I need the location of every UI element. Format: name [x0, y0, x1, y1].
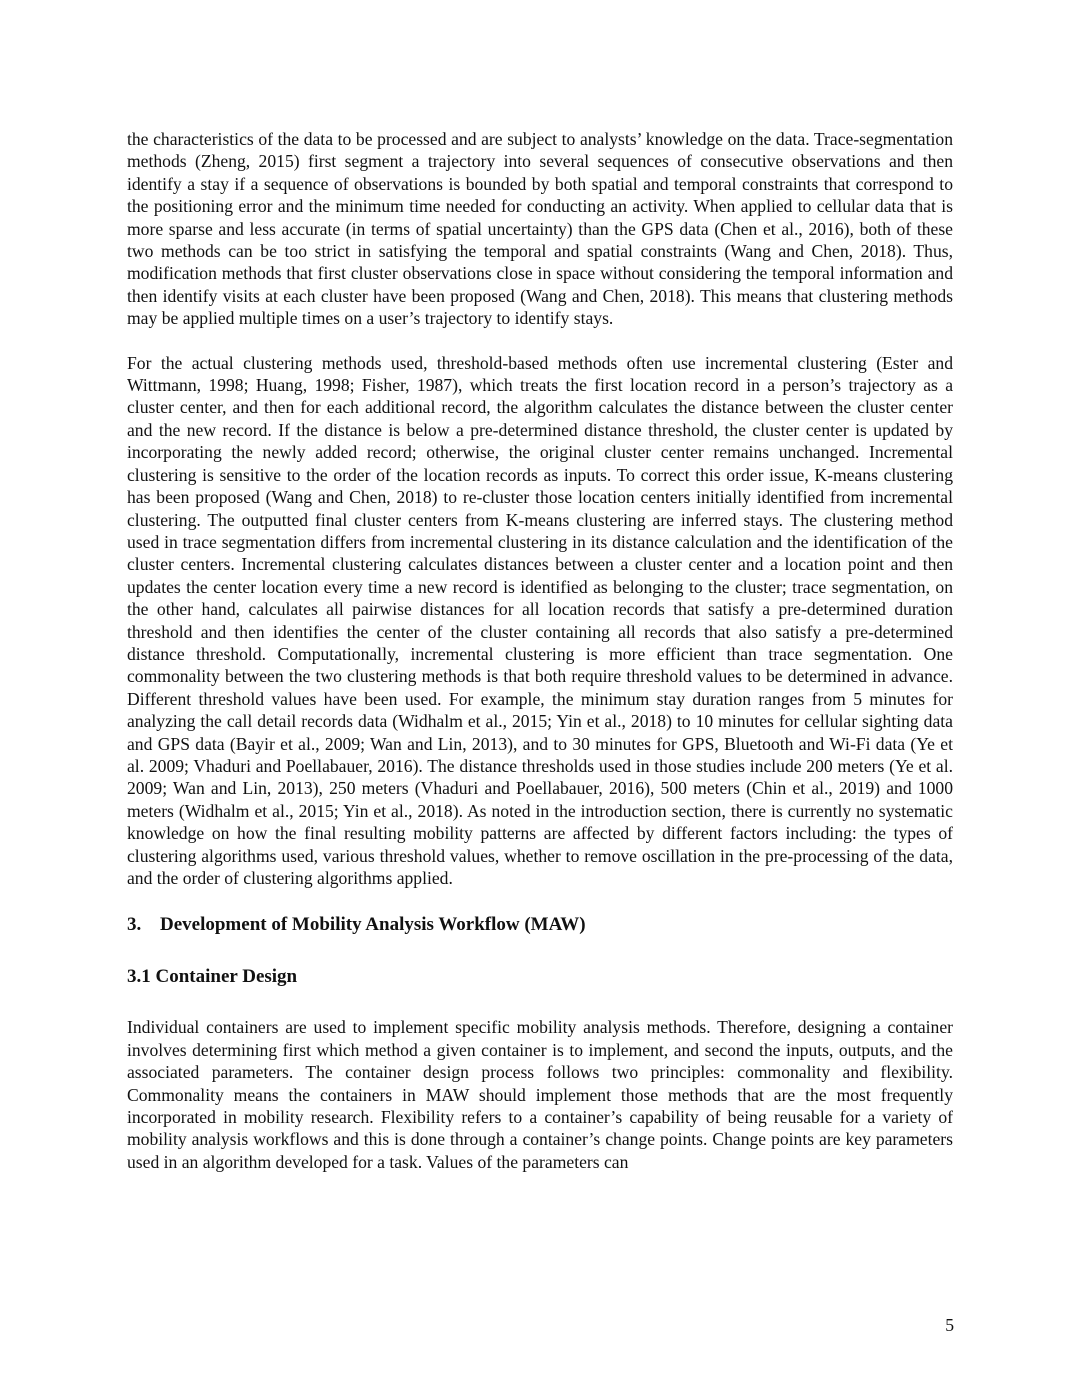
section-title: Development of Mobility Analysis Workflow (MAW) — [160, 914, 586, 936]
page-body — [127, 128, 953, 1173]
body-paragraph-3: Individual containers are used to implement specific mobility analysis methods. Therefore, designing a container involves determining first which method a given container is to implement, and second the inputs, outputs, and the associated parameters. The container design process follows two principles: commonality and flexibility. Commonality means the containers in MAW should implement those methods that are the most frequently incorporated in mobility research. Flexibility refers to a container’s capability of being reusable for a variety of mobility analysis workflows and this is done through a container’s change points. Change points are key parameters used in an algorithm developed for a task. Values of the parameters can — [127, 1017, 953, 1172]
body-paragraph-2: For the actual clustering methods used, threshold-based methods often use incremental clustering (Ester and Wittmann, 1998; Huang, 1998; Fisher, 1987), which treats the first location record in a person’s trajectory as a cluster center, and then for each additional record, the algorithm calculates the distance between the cluster center and the new record. If the distance is below a pre-determined distance threshold, the cluster center is updated by incorporating the newly added record; otherwise, the original cluster center remains unchanged. Incremental clustering is sensitive to the order of the location records as inputs. To correct this order issue, K-means clustering has been proposed (Wang and Chen, 2018) to re-cluster those location centers initially identified from incremental clustering. The outputted final cluster centers from K-means clustering are inferred stays. The clustering method used in trace segmentation differs from incremental clustering in its distance calculation and the identification of the cluster centers. Incremental clustering calculates distances between a cluster center and a location point and then updates the center location every time a new record is identified as belonging to the cluster; trace segmentation, on the other hand, calculates all pairwise distances for all location records that satisfy a pre-determined duration threshold and then identifies the center of the cluster containing all records that also satisfy a pre-determined distance threshold. Computationally, incremental clustering is more efficient than trace segmentation. One commonality between the two clustering methods is that both require threshold values to be determined in advance. Different threshold values have been used. For example, the minimum stay duration ranges from 5 minutes for analyzing the call detail records data (Widhalm et al., 2015; Yin et al., 2018) to 10 minutes for cellular sighting data and GPS data (Bayir et al., 2009; Wan and Lin, 2013), and to 30 minutes for GPS, Bluetooth and Wi-Fi data (Ye et al. 2009; Vhaduri and Poellabauer, 2016). The distance thresholds used in those studies include 200 meters (Ye et al. 2009; Wan and Lin, 2013), 250 meters (Vhaduri and Poellabauer, 2016), 500 meters (Chin et al., 2019) and 1000 meters (Widhalm et al., 2015; Yin et al., 2018). As noted in the introduction section, there is currently no systematic knowledge on how the final resulting mobility patterns are affected by different factors including: the types of clustering algorithms used, various threshold values, whether to remove oscillation in the pre-processing of the data, and the order of clustering algorithms applied. — [127, 352, 953, 888]
section-number: 3. — [127, 914, 142, 936]
subsection-heading: 3.1 Container Design — [127, 966, 298, 988]
section-heading — [127, 913, 953, 937]
body-paragraph-1: the characteristics of the data to be processed and are subject to analysts’ knowledge on the data. Trace-segmentation methods (Zheng, 2015) first segment a trajectory into several sequences of consecutive observations and then identify a stay if a sequence of observations is bounded by both spatial and temporal constraints that correspond to the positioning error and the minimum time needed for conducting an activity. When applied to cellular data that is more sparse and less accurate (in terms of spatial uncertainty) than the GPS data (Chen et al., 2016), both of these two methods can be too strict in satisfying the temporal and spatial constraints (Wang and Chen, 2018). Thus, modification methods that first cluster observations close in space without considering the temporal information and then identify visits at each cluster have been proposed (Wang and Chen, 2018). This means that clustering methods may be applied multiple times on a user’s trajectory to identify stays. — [127, 129, 953, 329]
page-number: 5 — [945, 1315, 954, 1335]
